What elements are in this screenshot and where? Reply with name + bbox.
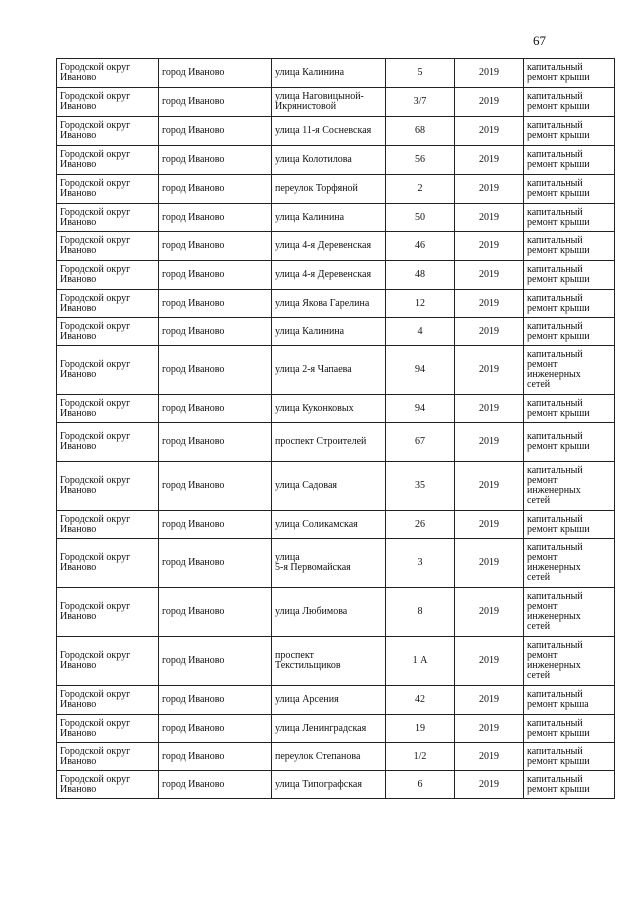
- district-cell: Городской округ Иваново: [57, 232, 159, 261]
- table-row: [57, 88, 615, 117]
- district-cell: Городской округ Иваново: [57, 423, 159, 462]
- street-cell: улица 4-я Деревенская: [272, 232, 386, 261]
- table-row: [57, 686, 615, 715]
- house-number-cell: 42: [386, 686, 455, 715]
- district-cell: Городской округ Иваново: [57, 462, 159, 511]
- work-type-cell: капитальный ремонт крыши: [524, 175, 615, 204]
- table-row: [57, 715, 615, 743]
- work-type-cell: капитальный ремонт крыши: [524, 395, 615, 423]
- work-type-cell: капитальный ремонт крыши: [524, 715, 615, 743]
- city-cell: город Иваново: [159, 88, 272, 117]
- year-cell: 2019: [455, 232, 524, 261]
- year-cell: 2019: [455, 637, 524, 686]
- housing-repair-table: [56, 58, 615, 799]
- street-cell: улица Якова Гарелина: [272, 290, 386, 318]
- street-cell: переулок Степанова: [272, 743, 386, 771]
- street-cell: улица Калинина: [272, 318, 386, 346]
- year-cell: 2019: [455, 117, 524, 146]
- year-cell: 2019: [455, 743, 524, 771]
- house-number-cell: 19: [386, 715, 455, 743]
- city-cell: город Иваново: [159, 686, 272, 715]
- street-cell: улица 4-я Деревенская: [272, 261, 386, 290]
- house-number-cell: 4: [386, 318, 455, 346]
- district-cell: Городской округ Иваново: [57, 771, 159, 799]
- district-cell: Городской округ Иваново: [57, 146, 159, 175]
- table-row: [57, 117, 615, 146]
- district-cell: Городской округ Иваново: [57, 346, 159, 395]
- table-row: [57, 204, 615, 232]
- street-cell: улица Типографская: [272, 771, 386, 799]
- city-cell: город Иваново: [159, 395, 272, 423]
- work-type-cell: капитальный ремонт крыши: [524, 511, 615, 539]
- year-cell: 2019: [455, 204, 524, 232]
- year-cell: 2019: [455, 318, 524, 346]
- city-cell: город Иваново: [159, 290, 272, 318]
- year-cell: 2019: [455, 261, 524, 290]
- city-cell: город Иваново: [159, 715, 272, 743]
- house-number-cell: 5: [386, 59, 455, 88]
- house-number-cell: 35: [386, 462, 455, 511]
- table-row: [57, 771, 615, 799]
- district-cell: Городской округ Иваново: [57, 261, 159, 290]
- table-body: [57, 59, 615, 799]
- work-type-cell: капитальный ремонт крыши: [524, 318, 615, 346]
- district-cell: Городской округ Иваново: [57, 743, 159, 771]
- table-row: [57, 290, 615, 318]
- street-cell: улица Ленинградская: [272, 715, 386, 743]
- city-cell: город Иваново: [159, 743, 272, 771]
- city-cell: город Иваново: [159, 175, 272, 204]
- year-cell: 2019: [455, 88, 524, 117]
- district-cell: Городской округ Иваново: [57, 290, 159, 318]
- work-type-cell: капитальный ремонт крыши: [524, 88, 615, 117]
- year-cell: 2019: [455, 59, 524, 88]
- street-cell: переулок Торфяной: [272, 175, 386, 204]
- table-row: [57, 175, 615, 204]
- street-cell: улица 11-я Сосневская: [272, 117, 386, 146]
- city-cell: город Иваново: [159, 588, 272, 637]
- city-cell: город Иваново: [159, 261, 272, 290]
- city-cell: город Иваново: [159, 462, 272, 511]
- house-number-cell: 1/2: [386, 743, 455, 771]
- city-cell: город Иваново: [159, 232, 272, 261]
- year-cell: 2019: [455, 290, 524, 318]
- district-cell: Городской округ Иваново: [57, 204, 159, 232]
- street-cell: проспект Строителей: [272, 423, 386, 462]
- house-number-cell: 48: [386, 261, 455, 290]
- house-number-cell: 26: [386, 511, 455, 539]
- table-row: [57, 743, 615, 771]
- table-row: [57, 346, 615, 395]
- work-type-cell: капитальный ремонт крыши: [524, 117, 615, 146]
- work-type-cell: капитальный ремонт инженерных сетей: [524, 346, 615, 395]
- table-row: [57, 539, 615, 588]
- work-type-cell: капитальный ремонт крыши: [524, 423, 615, 462]
- table-row: [57, 59, 615, 88]
- work-type-cell: капитальный ремонт крыши: [524, 204, 615, 232]
- street-cell: улица Садовая: [272, 462, 386, 511]
- year-cell: 2019: [455, 423, 524, 462]
- work-type-cell: капитальный ремонт крыши: [524, 771, 615, 799]
- table-row: [57, 146, 615, 175]
- house-number-cell: 68: [386, 117, 455, 146]
- year-cell: 2019: [455, 771, 524, 799]
- work-type-cell: капитальный ремонт инженерных сетей: [524, 462, 615, 511]
- city-cell: город Иваново: [159, 59, 272, 88]
- house-number-cell: 50: [386, 204, 455, 232]
- street-cell: улица Колотилова: [272, 146, 386, 175]
- table-row: [57, 261, 615, 290]
- city-cell: город Иваново: [159, 539, 272, 588]
- work-type-cell: капитальный ремонт инженерных сетей: [524, 588, 615, 637]
- work-type-cell: капитальный ремонт крыши: [524, 59, 615, 88]
- city-cell: город Иваново: [159, 423, 272, 462]
- year-cell: 2019: [455, 346, 524, 395]
- table-row: [57, 395, 615, 423]
- city-cell: город Иваново: [159, 204, 272, 232]
- district-cell: Городской округ Иваново: [57, 511, 159, 539]
- street-cell: улица Соликамская: [272, 511, 386, 539]
- year-cell: 2019: [455, 511, 524, 539]
- street-cell: улица Любимова: [272, 588, 386, 637]
- street-cell: улица Арсения: [272, 686, 386, 715]
- year-cell: 2019: [455, 395, 524, 423]
- district-cell: Городской округ Иваново: [57, 395, 159, 423]
- work-type-cell: капитальный ремонт инженерных сетей: [524, 637, 615, 686]
- house-number-cell: 94: [386, 395, 455, 423]
- work-type-cell: капитальный ремонт инженерных сетей: [524, 539, 615, 588]
- street-cell: улица Калинина: [272, 59, 386, 88]
- city-cell: город Иваново: [159, 117, 272, 146]
- year-cell: 2019: [455, 175, 524, 204]
- year-cell: 2019: [455, 462, 524, 511]
- work-type-cell: капитальный ремонт крыши: [524, 743, 615, 771]
- year-cell: 2019: [455, 686, 524, 715]
- work-type-cell: капитальный ремонт крыши: [524, 290, 615, 318]
- table-row: [57, 462, 615, 511]
- house-number-cell: 94: [386, 346, 455, 395]
- house-number-cell: 1 А: [386, 637, 455, 686]
- house-number-cell: 8: [386, 588, 455, 637]
- table-row: [57, 318, 615, 346]
- city-cell: город Иваново: [159, 637, 272, 686]
- house-number-cell: 2: [386, 175, 455, 204]
- house-number-cell: 6: [386, 771, 455, 799]
- year-cell: 2019: [455, 539, 524, 588]
- year-cell: 2019: [455, 146, 524, 175]
- house-number-cell: 3: [386, 539, 455, 588]
- city-cell: город Иваново: [159, 771, 272, 799]
- house-number-cell: 46: [386, 232, 455, 261]
- year-cell: 2019: [455, 588, 524, 637]
- work-type-cell: капитальный ремонт крыши: [524, 261, 615, 290]
- street-cell: улица Калинина: [272, 204, 386, 232]
- district-cell: Городской округ Иваново: [57, 318, 159, 346]
- table-row: [57, 232, 615, 261]
- table-row: [57, 637, 615, 686]
- year-cell: 2019: [455, 715, 524, 743]
- district-cell: Городской округ Иваново: [57, 588, 159, 637]
- work-type-cell: капитальный ремонт крыша: [524, 686, 615, 715]
- district-cell: Городской округ Иваново: [57, 637, 159, 686]
- district-cell: Городской округ Иваново: [57, 539, 159, 588]
- district-cell: Городской округ Иваново: [57, 715, 159, 743]
- district-cell: Городской округ Иваново: [57, 88, 159, 117]
- city-cell: город Иваново: [159, 346, 272, 395]
- district-cell: Городской округ Иваново: [57, 117, 159, 146]
- city-cell: город Иваново: [159, 318, 272, 346]
- street-cell: проспект Текстильщиков: [272, 637, 386, 686]
- street-cell: улица Куконковых: [272, 395, 386, 423]
- street-cell: улица 2-я Чапаева: [272, 346, 386, 395]
- house-number-cell: 12: [386, 290, 455, 318]
- district-cell: Городской округ Иваново: [57, 175, 159, 204]
- house-number-cell: 3/7: [386, 88, 455, 117]
- city-cell: город Иваново: [159, 146, 272, 175]
- house-number-cell: 67: [386, 423, 455, 462]
- work-type-cell: капитальный ремонт крыши: [524, 146, 615, 175]
- table-row: [57, 588, 615, 637]
- work-type-cell: капитальный ремонт крыши: [524, 232, 615, 261]
- district-cell: Городской округ Иваново: [57, 686, 159, 715]
- city-cell: город Иваново: [159, 511, 272, 539]
- page-number: 67: [533, 33, 546, 48]
- street-cell: улица 5-я Первомайская: [272, 539, 386, 588]
- street-cell: улица Наговицыной- Икрянистовой: [272, 88, 386, 117]
- district-cell: Городской округ Иваново: [57, 59, 159, 88]
- table-row: [57, 511, 615, 539]
- table-row: [57, 423, 615, 462]
- house-number-cell: 56: [386, 146, 455, 175]
